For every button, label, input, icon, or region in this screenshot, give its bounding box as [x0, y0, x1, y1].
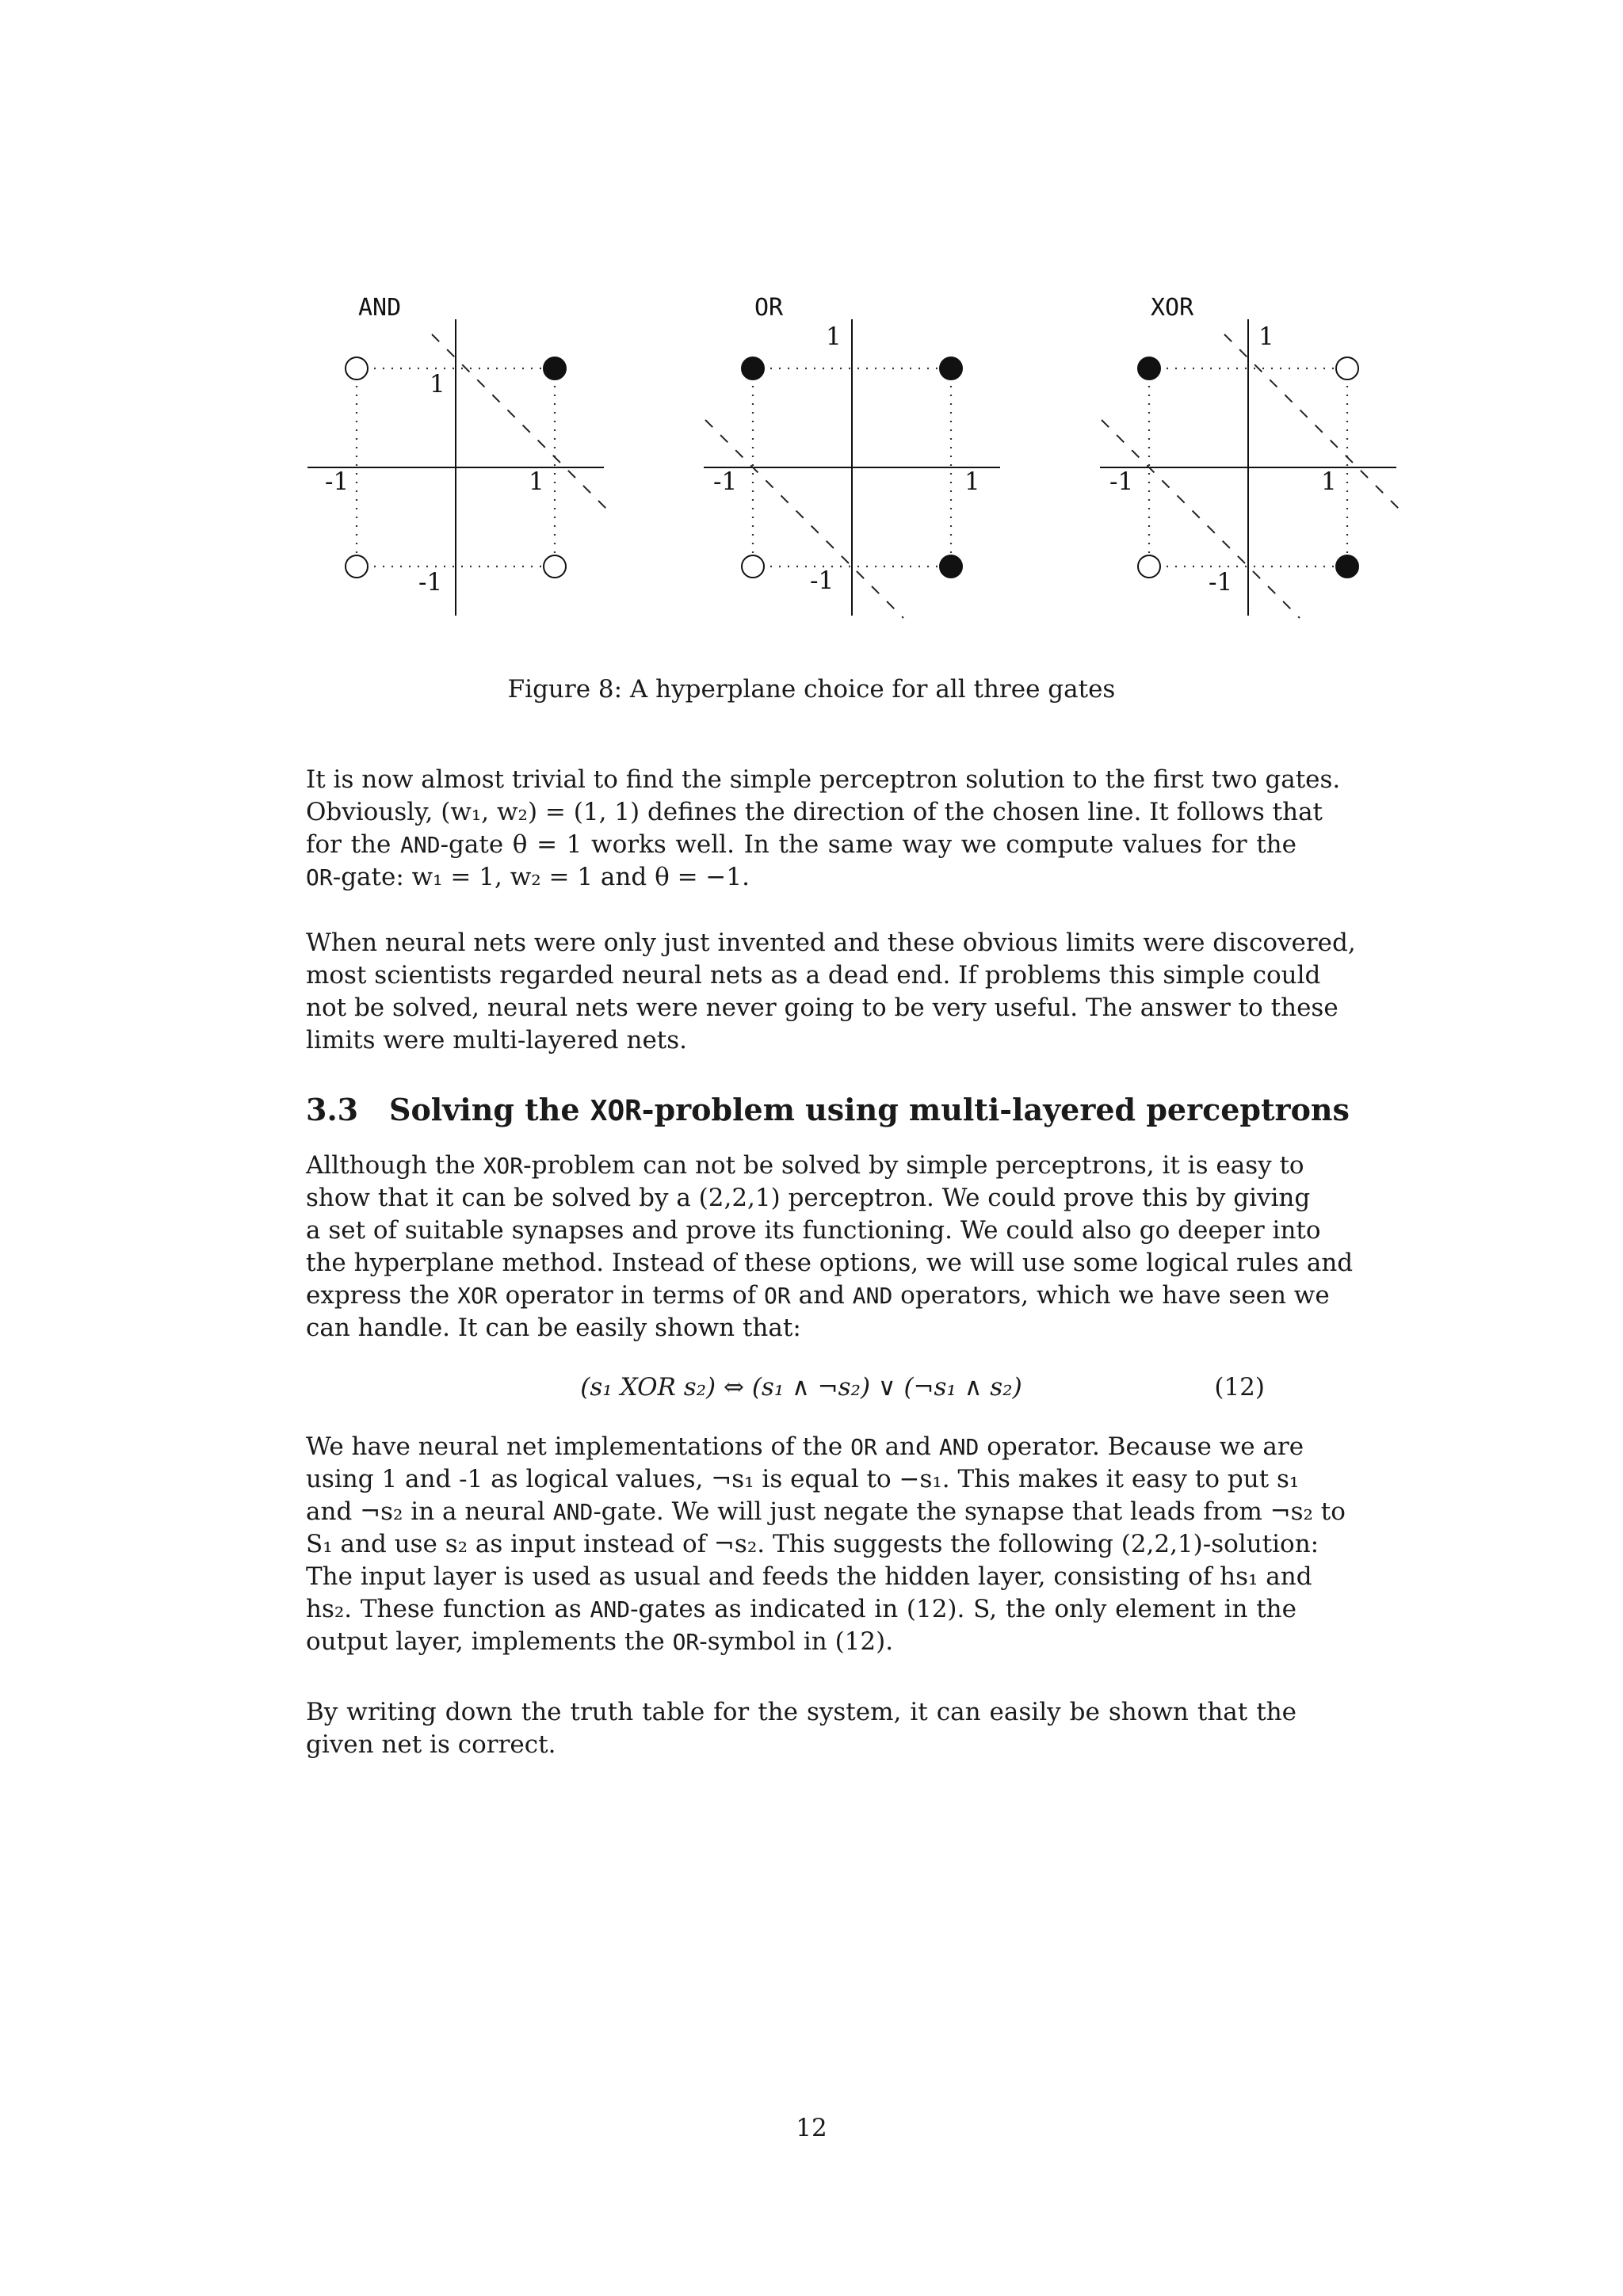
- code-xor: XOR: [483, 1153, 524, 1179]
- text-line: most scientists regarded neural nets as a dead end. If problems this simple could: [306, 961, 1321, 990]
- code-and: AND: [852, 1283, 893, 1309]
- panel-title-xor: XOR: [1151, 294, 1194, 322]
- tick-label: -1: [810, 566, 834, 595]
- text-line: We have neural net implementations of the OR and AND operator. Because we are: [306, 1432, 1304, 1461]
- text-line: S₁ and use s₂ as input instead of ¬s₂. This suggests the following (2,2,1)-solution:: [306, 1530, 1319, 1558]
- paragraph-1: [306, 764, 1341, 894]
- text-line: for the AND-gate θ = 1 works well. In the same way we compute values for the: [306, 830, 1296, 859]
- code-xor: XOR: [457, 1283, 498, 1309]
- code-and: AND: [938, 1434, 980, 1460]
- section-heading: 3.3 Solving the XOR-problem using multi-layered perceptrons: [306, 1092, 1350, 1127]
- point-and-bottom-right: [544, 555, 566, 578]
- code-or: OR: [672, 1629, 700, 1655]
- point-or-top-right: [940, 357, 962, 379]
- code-and: AND: [552, 1499, 594, 1525]
- panel-or: [704, 294, 1000, 618]
- tick-label: 1: [529, 467, 544, 496]
- text-line: output layer, implements the OR-symbol in (12).: [306, 1627, 894, 1656]
- point-and-top-right: [544, 357, 566, 379]
- panel-and: [307, 294, 610, 616]
- point-and-top-left: [346, 357, 368, 379]
- text-line: not be solved, neural nets were never going to be very useful. The answer to these: [306, 994, 1338, 1022]
- text-line: using 1 and -1 as logical values, ¬s₁ is equal to −s₁. This makes it easy to put s₁: [306, 1465, 1300, 1493]
- paragraph-3: [306, 1150, 1354, 1344]
- panel-xor: [1100, 294, 1403, 618]
- code-and: AND: [590, 1596, 631, 1623]
- point-or-bottom-right: [940, 555, 962, 578]
- text-line: When neural nets were only just invented and these obvious limits were discovered,: [306, 929, 1356, 957]
- page-number: 12: [796, 2114, 827, 2142]
- code-xor: XOR: [590, 1095, 642, 1127]
- point-xor-top-right: [1336, 357, 1358, 379]
- code-and: AND: [399, 832, 441, 858]
- tick-label: 1: [964, 467, 980, 496]
- equation-body: (s₁ XOR s₂) ⇔ (s₁ ∧ ¬s₂) ∨ (¬s₁ ∧ s₂): [580, 1373, 1022, 1402]
- text-line: and ¬s₂ in a neural AND-gate. We will just negate the synapse that leads from ¬s₂ to: [306, 1497, 1346, 1526]
- tick-label: -1: [418, 568, 443, 597]
- point-xor-bottom-left: [1138, 555, 1160, 578]
- point-xor-top-left: [1138, 357, 1160, 379]
- equation-number: (12): [1214, 1373, 1265, 1402]
- text-line: express the XOR operator in terms of OR and AND operators, which we have seen we: [306, 1281, 1330, 1310]
- text-line: Obviously, (w₁, w₂) = (1, 1) defines the direction of the chosen line. It follows that: [306, 798, 1323, 826]
- text-line: given net is correct.: [306, 1730, 556, 1759]
- point-or-top-left: [742, 357, 764, 379]
- panel-title-or: OR: [754, 294, 784, 322]
- tick-label: -1: [1209, 568, 1233, 597]
- tick-label: 1: [1321, 467, 1337, 496]
- text-line: can handle. It can be easily shown that:: [306, 1314, 801, 1342]
- text-line: It is now almost trivial to find the simple perceptron solution to the first two gates.: [306, 765, 1341, 794]
- text-line: the hyperplane method. Instead of these options, we will use some logical rules and: [306, 1249, 1354, 1277]
- paragraph-4: [306, 1431, 1346, 1658]
- tick-label: 1: [430, 370, 445, 399]
- text-line: By writing down the truth table for the system, it can easily be shown that the: [306, 1698, 1296, 1726]
- code-or: OR: [764, 1283, 791, 1309]
- point-xor-bottom-right: [1336, 555, 1358, 578]
- figure-caption: Figure 8: A hyperplane choice for all three gates: [507, 675, 1116, 704]
- section-number: 3.3: [306, 1092, 359, 1127]
- code-or: OR: [306, 864, 333, 891]
- text-line: Allthough the XOR-problem can not be solved by simple perceptrons, it is easy to: [306, 1151, 1304, 1180]
- text-line: limits were multi-layered nets.: [306, 1026, 688, 1055]
- paragraph-5: [306, 1696, 1296, 1761]
- text-line: hs₂. These function as AND-gates as indicated in (12). S, the only element in the: [306, 1595, 1296, 1623]
- text-line: show that it can be solved by a (2,2,1) perceptron. We could prove this by giving: [306, 1184, 1311, 1212]
- tick-label: -1: [1109, 467, 1134, 496]
- tick-label: -1: [325, 467, 349, 496]
- code-or: OR: [850, 1434, 877, 1460]
- text-line: The input layer is used as usual and feeds the hidden layer, consisting of hs₁ and: [306, 1562, 1312, 1591]
- tick-label: -1: [713, 467, 738, 496]
- text-line: OR-gate: w₁ = 1, w₂ = 1 and θ = −1.: [306, 863, 750, 891]
- text-line: a set of suitable synapses and prove its functioning. We could also go deeper into: [306, 1216, 1321, 1245]
- hyperplane-figure: [293, 289, 1403, 622]
- point-or-bottom-left: [742, 555, 764, 578]
- panel-title-and: AND: [358, 294, 402, 322]
- tick-label: 1: [826, 322, 842, 351]
- paragraph-2: [306, 927, 1356, 1057]
- tick-label: 1: [1258, 322, 1274, 351]
- point-and-bottom-left: [346, 555, 368, 578]
